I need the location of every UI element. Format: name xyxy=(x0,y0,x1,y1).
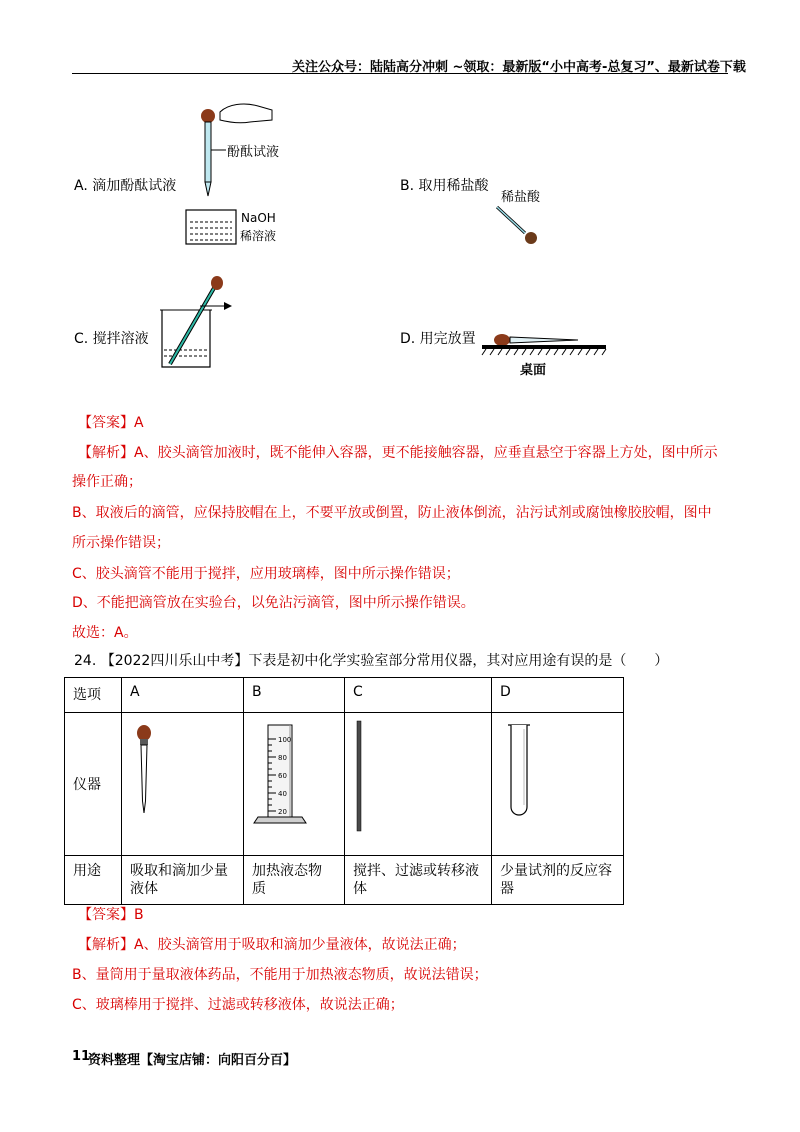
tick-label: 40 xyxy=(278,790,287,798)
analysis-line: 故选：A。 xyxy=(72,625,138,641)
label-naoh: NaOH xyxy=(241,211,276,225)
table-header-cell: D xyxy=(492,678,624,713)
desk-surface xyxy=(482,345,606,349)
dropper-bulb xyxy=(201,109,215,123)
cell-test-tube xyxy=(492,713,624,856)
analysis-line: 操作正确； xyxy=(72,474,142,490)
table-row xyxy=(65,856,624,905)
use-text: 少量试剂的反应容 xyxy=(500,863,612,879)
figure-dropper-stir xyxy=(150,272,240,372)
option-c: C. 搅拌溶液 xyxy=(74,331,149,347)
dropper-bulb xyxy=(211,276,223,290)
header-divider xyxy=(72,73,728,74)
use-cell xyxy=(492,856,624,905)
table-row-label: 仪器 xyxy=(65,713,122,856)
test-tube-icon xyxy=(500,719,550,829)
label-dilute-hcl: 稀盐酸 xyxy=(501,190,541,205)
analysis-line: C、玻璃棒用于搅拌、过滤或转移液体，故说法正确； xyxy=(72,997,404,1013)
analysis-line: 所示操作错误； xyxy=(72,535,170,551)
beaker xyxy=(186,210,236,244)
question-24: 24. 【2022四川乐山中考】下表是初中化学实验室部分常用仪器，其对应用途有误的是（ ） xyxy=(74,653,669,669)
table-row-label: 用途 xyxy=(65,856,122,905)
table-header-cell: C xyxy=(345,678,492,713)
instrument-table xyxy=(64,677,624,905)
tick-label: 100 xyxy=(278,736,292,744)
analysis-line: B、量筒用于量取液体药品，不能用于加热液态物质，故说法错误； xyxy=(72,967,488,983)
page-header: 关注公众号：陆陆高分冲刺 ~领取：最新版“小中高考-总复习”、最新试卷下载 xyxy=(292,60,746,75)
analysis-line: B、取液后的滴管，应保持胶帽在上，不要平放或倒置，防止液体倒流，沾污试剂或腐蚀橡胶胶帽，图中 xyxy=(72,505,712,521)
page-number: 11 xyxy=(72,1049,91,1064)
analysis-line: C、胶头滴管不能用于搅拌，应用玻璃棒，图中所示操作错误； xyxy=(72,566,460,582)
label-dilute-solution: 稀溶液 xyxy=(240,229,277,243)
use-text: 加热液态物 xyxy=(252,863,322,879)
option-b: B. 取用稀盐酸 xyxy=(400,178,489,194)
use-text: 液体 xyxy=(130,881,158,897)
cell-dropper xyxy=(122,713,244,856)
dropper-bulb xyxy=(494,334,510,346)
label-desk: 桌面 xyxy=(520,363,547,378)
dropper-bulb xyxy=(525,232,537,244)
use-text: 器 xyxy=(500,881,514,897)
dropper-icon xyxy=(130,719,170,819)
use-text: 体 xyxy=(353,881,367,897)
option-d: D. 用完放置 xyxy=(400,331,476,347)
use-text: 吸取和滴加少量 xyxy=(130,863,228,879)
analysis-line: 【解析】A、胶头滴管加液时，既不能伸入容器，更不能接触容器，应垂直悬空于容器上方处，图中所示 xyxy=(78,445,718,461)
use-cell xyxy=(345,856,492,905)
use-text: 搅拌、过滤或转移液 xyxy=(353,863,479,879)
tick-label: 80 xyxy=(278,754,287,762)
analysis-line: D、不能把滴管放在实验台，以免沾污滴管，图中所示操作错误。 xyxy=(72,595,475,611)
figure-dropper-add-phenolphthalein xyxy=(180,100,300,250)
analysis-line: 【解析】A、胶头滴管用于吸取和滴加少量液体，故说法正确； xyxy=(78,937,466,953)
option-a: A. 滴加酚酞试液 xyxy=(74,178,177,194)
use-text: 质 xyxy=(252,881,266,897)
use-cell xyxy=(244,856,345,905)
table-header-cell: A xyxy=(122,678,244,713)
use-cell xyxy=(122,856,244,905)
cell-measuring-cylinder xyxy=(244,713,345,856)
table-header-cell: 选项 xyxy=(65,678,122,713)
answer-label-2: 【答案】B xyxy=(78,907,144,923)
dropper-tube xyxy=(205,122,211,182)
figure-dropper-on-desk xyxy=(480,328,610,383)
figure-dropper-take-hcl xyxy=(485,185,555,255)
glass-rod-icon xyxy=(353,719,383,835)
answer-label-1: 【答案】A xyxy=(78,415,144,431)
tick-label: 20 xyxy=(278,808,287,816)
page-footer: 资料整理【淘宝店铺：向阳百分百】 xyxy=(88,1053,297,1068)
cell-glass-rod xyxy=(345,713,492,856)
tick-label: 60 xyxy=(278,772,287,780)
table-row xyxy=(65,713,624,856)
measuring-cylinder-icon xyxy=(252,719,332,829)
table-row xyxy=(65,678,624,713)
label-phenolphthalein: 酚酞试液 xyxy=(227,145,280,160)
table-header-cell: B xyxy=(244,678,345,713)
